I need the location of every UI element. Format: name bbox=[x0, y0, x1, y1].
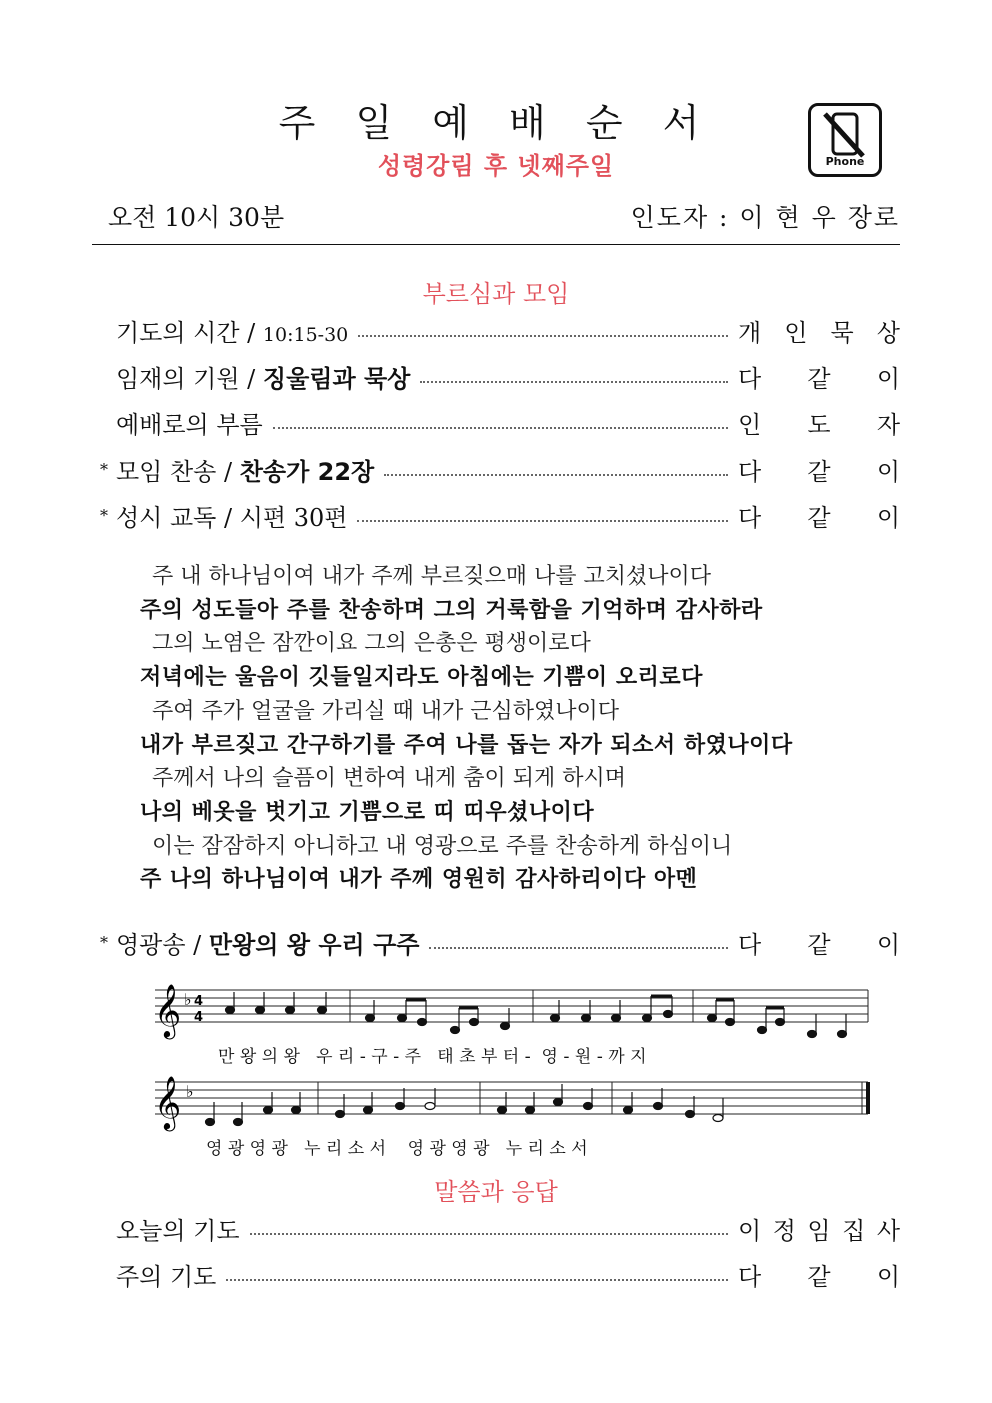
stand-marker: * bbox=[100, 505, 108, 525]
order-row-opening-hymn bbox=[92, 451, 900, 487]
service-leader: 인도자 : 이 현 우 장로 bbox=[630, 203, 900, 232]
svg-text:𝄞: 𝄞 bbox=[154, 983, 182, 1037]
music-staff-1 bbox=[150, 978, 875, 1048]
psalm-line-congregation: 주의 성도들아 주를 찬송하며 그의 거룩함을 기억하며 감사하라 bbox=[140, 597, 763, 623]
order-label: 오늘의 기도 bbox=[116, 1216, 240, 1245]
psalm-line-congregation: 주 나의 하나님이여 내가 주께 영원히 감사하리이다 아멘 bbox=[140, 867, 698, 893]
psalm-reading bbox=[140, 560, 900, 897]
psalm-line-leader: 주께서 나의 슬픔이 변하여 내게 춤이 되게 하시며 bbox=[152, 766, 626, 792]
svg-text:♭: ♭ bbox=[186, 1082, 194, 1101]
order-who: 다 같 이 bbox=[738, 503, 900, 532]
leader-dots bbox=[357, 520, 728, 522]
order-who: 개 인 묵 상 bbox=[738, 318, 900, 347]
page-subtitle: 성령강림 후 넷째주일 bbox=[377, 152, 615, 180]
order-row-prayer-time bbox=[92, 312, 900, 348]
order-row-todays-prayer bbox=[92, 1210, 900, 1246]
svg-text:𝄞: 𝄞 bbox=[154, 1075, 182, 1129]
leader-dots bbox=[420, 381, 728, 383]
order-row-responsive-reading bbox=[92, 497, 900, 533]
page-title: 주 일 예 배 순 서 bbox=[278, 101, 714, 145]
psalm-line-leader: 이는 잠잠하지 아니하고 내 영광으로 주를 찬송하게 하심이니 bbox=[152, 833, 733, 859]
stand-marker: * bbox=[100, 459, 108, 479]
svg-text:4: 4 bbox=[194, 1010, 204, 1025]
psalm-line-congregation: 내가 부르짖고 간구하기를 주여 나를 돕는 자가 되소서 하였나이다 bbox=[140, 732, 793, 758]
psalm-line-leader: 주 내 하나님이여 내가 주께 부르짖으매 나를 고치셨나이다 bbox=[152, 564, 712, 589]
order-label: 예배로의 부름 bbox=[116, 410, 263, 439]
service-time: 오전 10시 30분 bbox=[108, 203, 285, 232]
stand-marker: * bbox=[100, 932, 108, 952]
order-who: 다 같 이 bbox=[738, 364, 900, 393]
order-who: 다 같 이 bbox=[738, 457, 900, 486]
order-who: 인 도 자 bbox=[738, 410, 900, 439]
order-label: 주의 기도 bbox=[116, 1262, 217, 1291]
order-label: 모임 찬송 / 찬송가 22장 bbox=[116, 457, 375, 486]
section-word-heading: 말씀과 응답 bbox=[434, 1178, 558, 1206]
music-lyrics-1: 만 왕 의 왕 우 리 - 구 - 주 태 초 부 터 - 영 - 원 - 까 지 bbox=[218, 1047, 647, 1067]
order-who: 다 같 이 bbox=[738, 1262, 900, 1291]
order-label: 임재의 기원 / 징울림과 묵상 bbox=[116, 364, 411, 393]
leader-dots bbox=[358, 335, 728, 337]
leader-dots bbox=[250, 1233, 728, 1235]
order-row-call-to-worship bbox=[92, 404, 900, 440]
psalm-line-leader: 그의 노염은 잠깐이요 그의 은총은 평생이로다 bbox=[152, 631, 591, 657]
order-row-gloria bbox=[92, 924, 900, 960]
order-row-lords-prayer bbox=[92, 1256, 900, 1292]
order-label: 성시 교독 / 시편 30편 bbox=[116, 503, 348, 532]
order-who: 다 같 이 bbox=[738, 930, 900, 959]
svg-text:4: 4 bbox=[194, 994, 204, 1009]
section-calling-heading: 부르심과 모임 bbox=[422, 280, 570, 308]
order-who: 이 정 임 집 사 bbox=[738, 1216, 900, 1245]
order-label: 영광송 / 만왕의 왕 우리 구주 bbox=[116, 930, 420, 959]
order-label: 기도의 시간 / 10:15-30 bbox=[116, 318, 349, 347]
order-row-invocation bbox=[92, 358, 900, 394]
leader-dots bbox=[384, 474, 728, 476]
svg-text:♭: ♭ bbox=[184, 990, 192, 1009]
psalm-line-congregation: 나의 베옷을 벗기고 기쁨으로 띠 띠우셨나이다 bbox=[140, 799, 595, 825]
music-staff-2 bbox=[150, 1070, 875, 1140]
psalm-line-leader: 주여 주가 얼굴을 가리실 때 내가 근심하였나이다 bbox=[152, 698, 620, 724]
psalm-line-congregation: 저녁에는 울음이 깃들일지라도 아침에는 기쁨이 오리로다 bbox=[140, 665, 703, 691]
header-divider bbox=[92, 244, 900, 245]
phone-label: Phone bbox=[825, 155, 865, 168]
music-lyrics-2: 영 광 영 광 누 리 소 서 영 광 영 광 누 리 소 서 bbox=[206, 1139, 588, 1159]
leader-dots bbox=[429, 947, 728, 949]
leader-dots bbox=[226, 1279, 728, 1281]
leader-dots bbox=[273, 427, 728, 429]
